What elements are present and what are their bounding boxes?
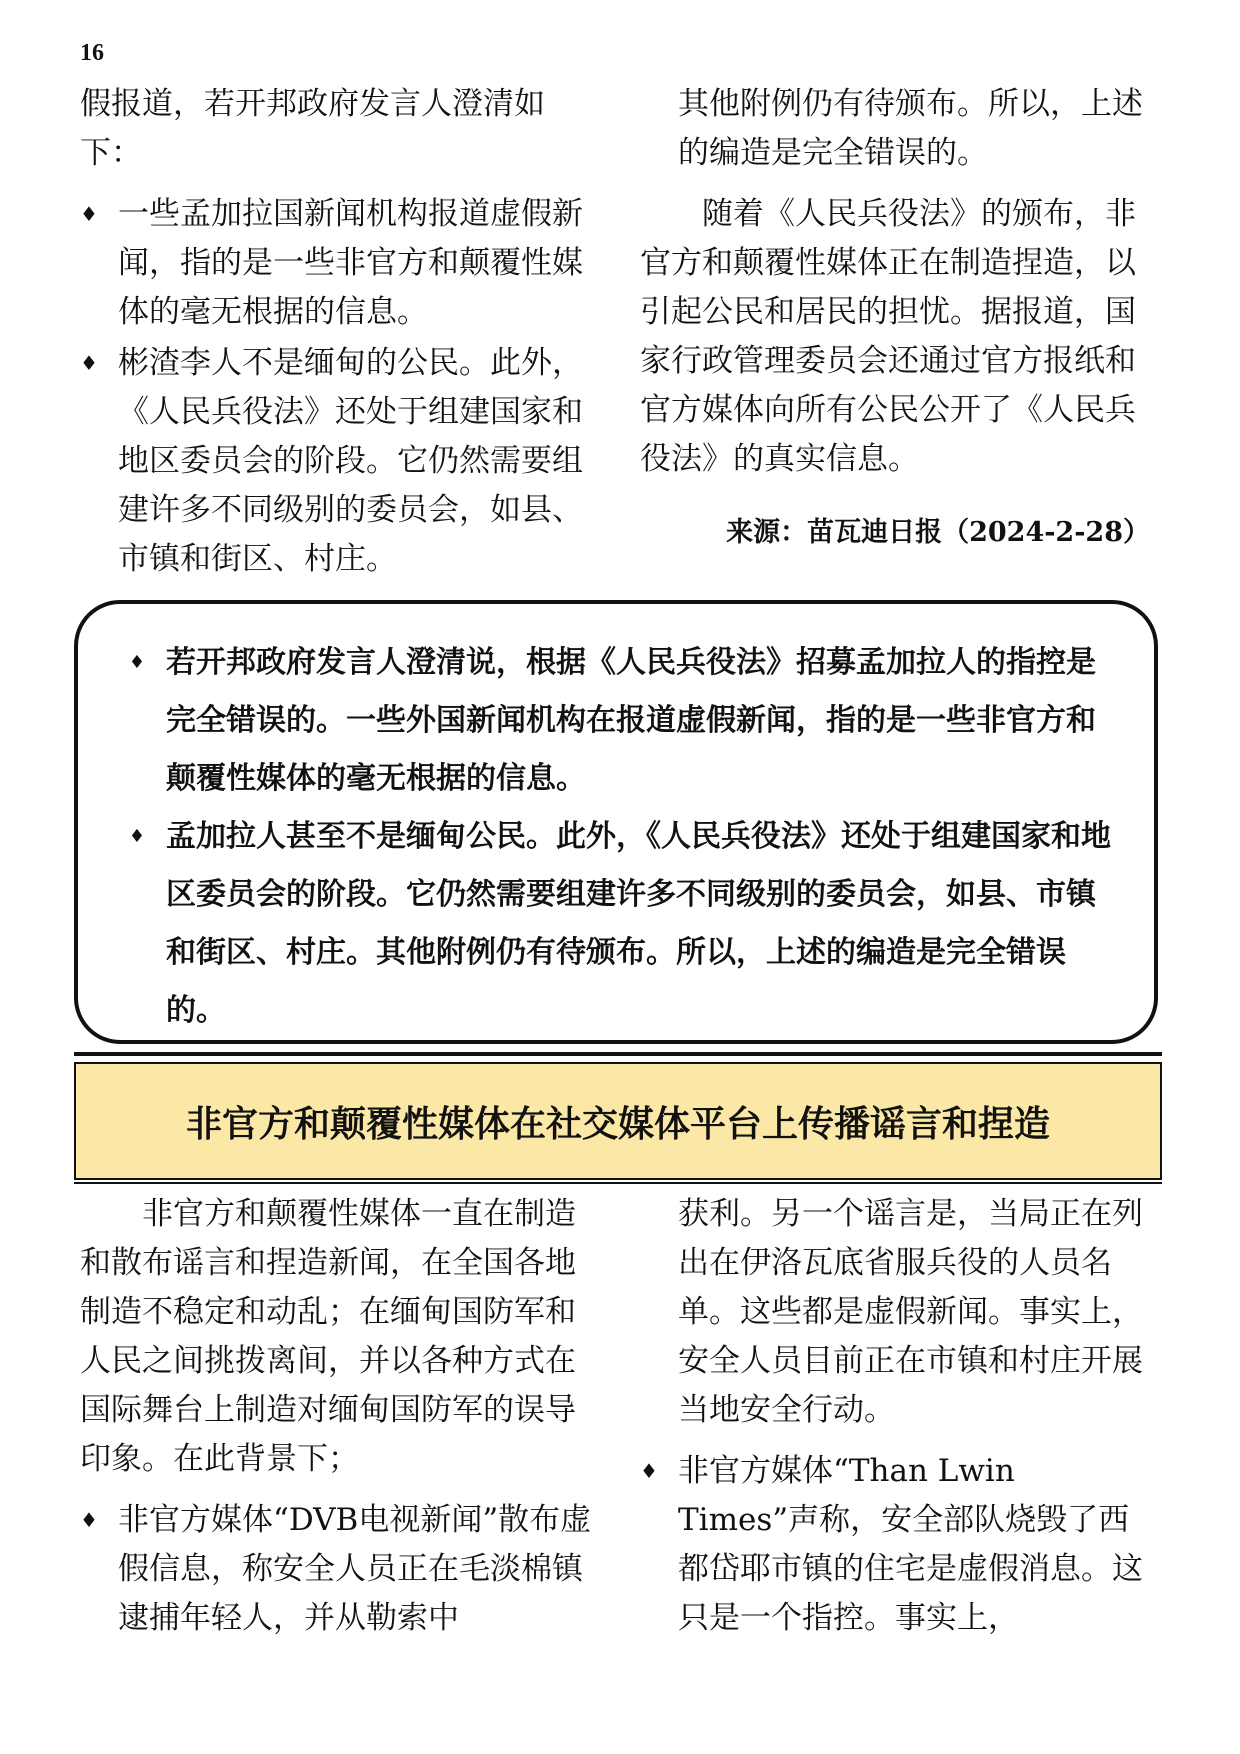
continuation-text: 其他附例仍有待颁布。所以，上述的编造是完全错误的。 <box>678 86 1143 171</box>
bullet-text: 一些孟加拉国新闻机构报道虚假新闻，指的是一些非官方和颠覆性媒体的毫无根据的信息。 <box>118 196 583 330</box>
page-number: 16 <box>80 40 104 66</box>
bullet-text: 若开邦政府发言人澄清说，根据《人民兵役法》招募孟加拉人的指控是完全错误的。一些外国新闻机构在报道虚假新闻，指的是一些非官方和颠覆性媒体的毫无根据的信息。 <box>166 645 1096 796</box>
list-item <box>108 808 1118 1040</box>
diamond-bullet-icon: ♦ <box>80 351 98 375</box>
bottom-right-bullets <box>640 1447 1160 1643</box>
diamond-bullet-icon: ♦ <box>80 1508 98 1532</box>
diamond-bullet-icon: ♦ <box>128 826 146 847</box>
bottom-right-column <box>640 1190 1160 1643</box>
list-item <box>640 1447 1160 1643</box>
body-paragraph: 随着《人民兵役法》的颁布，非官方和颠覆性媒体正在制造捏造，以引起公民和居民的担忧。据报道，国家行政管理委员会还通过官方报纸和官方媒体向所有公民公开了《人民兵役法》的真实信息。 <box>640 196 1136 477</box>
section-divider <box>74 1052 1162 1056</box>
bottom-left-bullets <box>80 1496 600 1643</box>
top-left-bullets <box>80 190 600 584</box>
body-paragraph: 非官方和颠覆性媒体一直在制造和散布谣言和捏造新闻，在全国各地制造不稳定和动乱；在缅甸国防军和人民之间挑拨离间，并以各种方式在国际舞台上制造对缅甸国防军的误导印象。在此背景下； <box>80 1196 576 1477</box>
list-item <box>108 634 1118 808</box>
top-left-column <box>80 80 600 584</box>
bullet-text: 非官方媒体“DVB电视新闻”散布虚假信息，称安全人员正在毛淡棉镇逮捕年轻人，并从勒索中 <box>118 1502 592 1636</box>
summary-bullets <box>108 634 1118 1040</box>
bullet-text: 彬渣李人不是缅甸的公民。此外，《人民兵役法》还处于组建国家和地区委员会的阶段。它仍然需要组建许多不同级别的委员会，如县、市镇和街区、村庄。 <box>118 345 583 577</box>
intro-text: 假报道，若开邦政府发言人澄清如下： <box>80 86 545 171</box>
bottom-left-column <box>80 1190 600 1643</box>
section-heading: 非官方和颠覆性媒体在社交媒体平台上传播谣言和捏造 <box>74 1062 1162 1180</box>
list-item <box>80 339 600 584</box>
top-right-column <box>640 80 1160 557</box>
continuation-text: 获利。另一个谣言是，当局正在列出在伊洛瓦底省服兵役的人员名单。这些都是虚假新闻。事实上，安全人员目前正在市镇和村庄开展当地安全行动。 <box>678 1196 1143 1428</box>
bullet-text: 非官方媒体“Than Lwin Times”声称，安全部队烧毁了西都岱耶市镇的住宅是虚假消息。这只是一个指控。事实上， <box>678 1453 1143 1636</box>
list-item <box>80 1496 600 1643</box>
diamond-bullet-icon: ♦ <box>128 652 146 673</box>
diamond-bullet-icon: ♦ <box>640 1459 658 1483</box>
diamond-bullet-icon: ♦ <box>80 202 98 226</box>
heading-underline <box>74 1182 1162 1184</box>
bullet-text: 孟加拉人甚至不是缅甸公民。此外，《人民兵役法》还处于组建国家和地区委员会的阶段。它仍然需要组建许多不同级别的委员会，如县、市镇和街区、村庄。其他附例仍有待颁布。所以，上述的编造是完全错误的。 <box>166 819 1111 1028</box>
summary-box <box>74 600 1158 1044</box>
source-citation: 来源：苗瓦迪日报（2024-2-28） <box>726 517 1150 548</box>
list-item <box>80 190 600 337</box>
